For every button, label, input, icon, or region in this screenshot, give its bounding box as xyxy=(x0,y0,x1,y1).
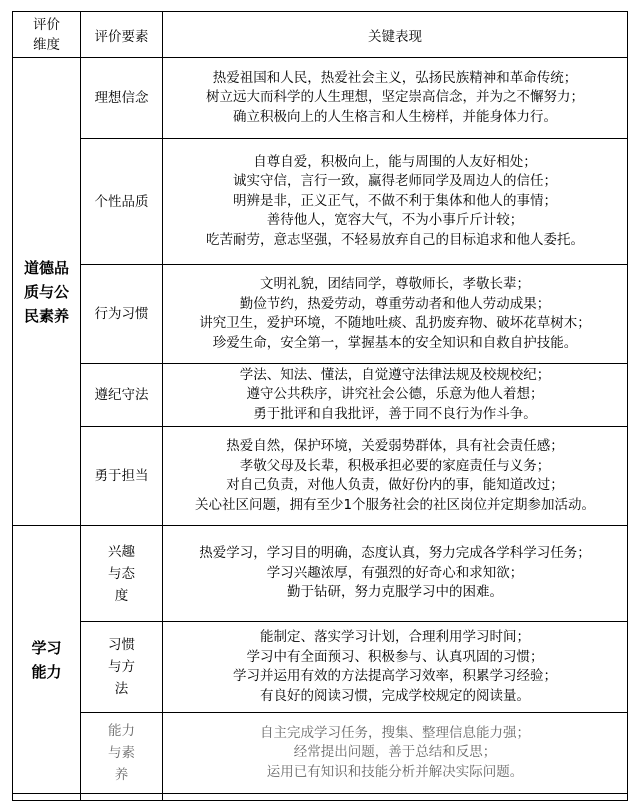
performance-line: 文明礼貌，团结同学，尊敬师长，孝敬长辈； xyxy=(260,276,530,292)
evaluation-table xyxy=(12,11,628,801)
performance-cell xyxy=(163,139,628,265)
performance-cell xyxy=(163,58,628,139)
element-label: 兴趣与态度 xyxy=(108,543,135,604)
performance-line: 学习兴趣浓厚，有强烈的好奇心和求知欲； xyxy=(266,564,524,581)
element-label: 勇于担当 xyxy=(94,468,149,484)
performance-line: 讲究卫生，爱护环境，不随地吐痰、乱扔废弃物、破坏花草树木； xyxy=(199,315,591,331)
category-label: 道德品质与公民素养 xyxy=(23,258,69,325)
element-label: 遵纪守法 xyxy=(94,387,149,403)
performance-line: 勤于钻研，努力克服学习中的困难。 xyxy=(287,584,503,601)
performance-line: 明辨是非，正义正气，不做不利于集体和他人的事情； xyxy=(233,192,557,209)
table-body xyxy=(13,12,628,801)
element-cell xyxy=(81,265,163,364)
category-label: 学习能力 xyxy=(31,638,62,681)
performance-line: 确立积极向上的人生格言和人生榜样，并能身体力行。 xyxy=(233,108,557,125)
performance-line: 自尊自爱，积极向上，能与周围的人友好相处； xyxy=(253,153,537,170)
element-cell xyxy=(81,58,163,139)
element-cell xyxy=(81,713,163,794)
header-dimension-label: 评价维度 xyxy=(33,16,60,53)
element-cell xyxy=(81,622,163,713)
element-label: 习惯与方法 xyxy=(108,637,135,697)
performance-cell xyxy=(163,622,628,713)
element-cell xyxy=(81,427,163,526)
table-row-partial xyxy=(13,794,628,801)
header-performance: 关键表现 xyxy=(163,12,628,58)
category-cell xyxy=(13,58,81,526)
element-cell xyxy=(81,139,163,265)
performance-line: 有良好的阅读习惯，完成学校规定的阅读量。 xyxy=(260,687,530,704)
performance-line: 自主完成学习任务，搜集、整理信息能力强； xyxy=(260,724,530,741)
table-row xyxy=(13,427,628,526)
performance-line: 吃苦耐劳，意志坚强，不轻易放弃自己的目标追求和他人委托。 xyxy=(206,231,584,248)
table-row xyxy=(13,139,628,265)
performance-line: 诚实守信，言行一致，赢得老师同学及周边人的信任； xyxy=(233,173,557,190)
performance-cell xyxy=(163,427,628,526)
performance-line: 学习中有全面预习、积极参与、认真巩固的习惯； xyxy=(246,648,544,665)
performance-line: 对自己负责，对他人负责，做好份内的事，能知道改过； xyxy=(226,477,564,493)
performance-cell xyxy=(163,265,628,364)
element-cell xyxy=(81,526,163,622)
element-label: 理想信念 xyxy=(94,90,149,106)
table-row xyxy=(13,265,628,364)
performance-line: 学习并运用有效的方法提高学习效率，积累学习经验； xyxy=(233,668,557,684)
performance-line: 勇于批评和自我批评，善于同不良行为作斗争。 xyxy=(253,405,537,422)
header-row xyxy=(13,12,628,58)
performance-line: 能制定、落实学习计划，合理利用学习时间； xyxy=(260,629,530,645)
table-row xyxy=(13,58,628,139)
performance-cell xyxy=(163,526,628,622)
element-label: 个性品质 xyxy=(94,193,149,210)
partial-cell xyxy=(163,794,628,801)
performance-line: 运用已有知识和技能分析并解决实际问题。 xyxy=(266,763,524,780)
performance-line: 热爱自然，保护环境，关爱弱势群体，具有社会责任感； xyxy=(226,438,564,454)
header-element: 评价要素 xyxy=(81,12,163,58)
performance-line: 关心社区问题，拥有至少1个服务社会的社区岗位并定期参加活动。 xyxy=(194,496,596,513)
performance-line: 珍爱生命，安全第一，掌握基本的安全知识和自救自护技能。 xyxy=(212,334,578,351)
performance-cell xyxy=(163,364,628,427)
performance-line: 热爱学习，学习目的明确，态度认真，努力完成各学科学习任务； xyxy=(199,545,591,562)
performance-line: 遵守公共秩序，讲究社会公德，乐意为他人着想； xyxy=(246,386,544,403)
performance-line: 经常提出问题，善于总结和反思； xyxy=(293,744,497,761)
performance-line: 勤俭节约，热爱劳动，尊重劳动者和他人劳动成果； xyxy=(239,295,551,312)
element-label: 行为习惯 xyxy=(94,306,149,322)
performance-line: 树立远大而科学的人生理想，坚定崇高信念，并为之不懈努力； xyxy=(206,89,584,106)
table-row xyxy=(13,622,628,713)
category-cell xyxy=(13,526,81,794)
table-row xyxy=(13,526,628,622)
performance-line: 学法、知法、懂法，自觉遵守法律法规及校规校纪； xyxy=(239,366,551,383)
element-cell xyxy=(81,364,163,427)
header-dimension xyxy=(13,12,81,58)
performance-cell xyxy=(163,713,628,794)
element-label: 能力与素养 xyxy=(108,723,135,783)
table-row xyxy=(13,713,628,794)
performance-line: 热爱祖国和人民，热爱社会主义，弘扬民族精神和革命传统； xyxy=(212,69,578,86)
performance-line: 善待他人，宽容大气，不为小事斤斤计较； xyxy=(266,212,524,229)
performance-line: 孝敬父母及长辈，积极承担必要的家庭责任与义务； xyxy=(239,457,551,474)
partial-cell xyxy=(81,794,163,801)
partial-cell xyxy=(13,794,81,801)
table-row xyxy=(13,364,628,427)
